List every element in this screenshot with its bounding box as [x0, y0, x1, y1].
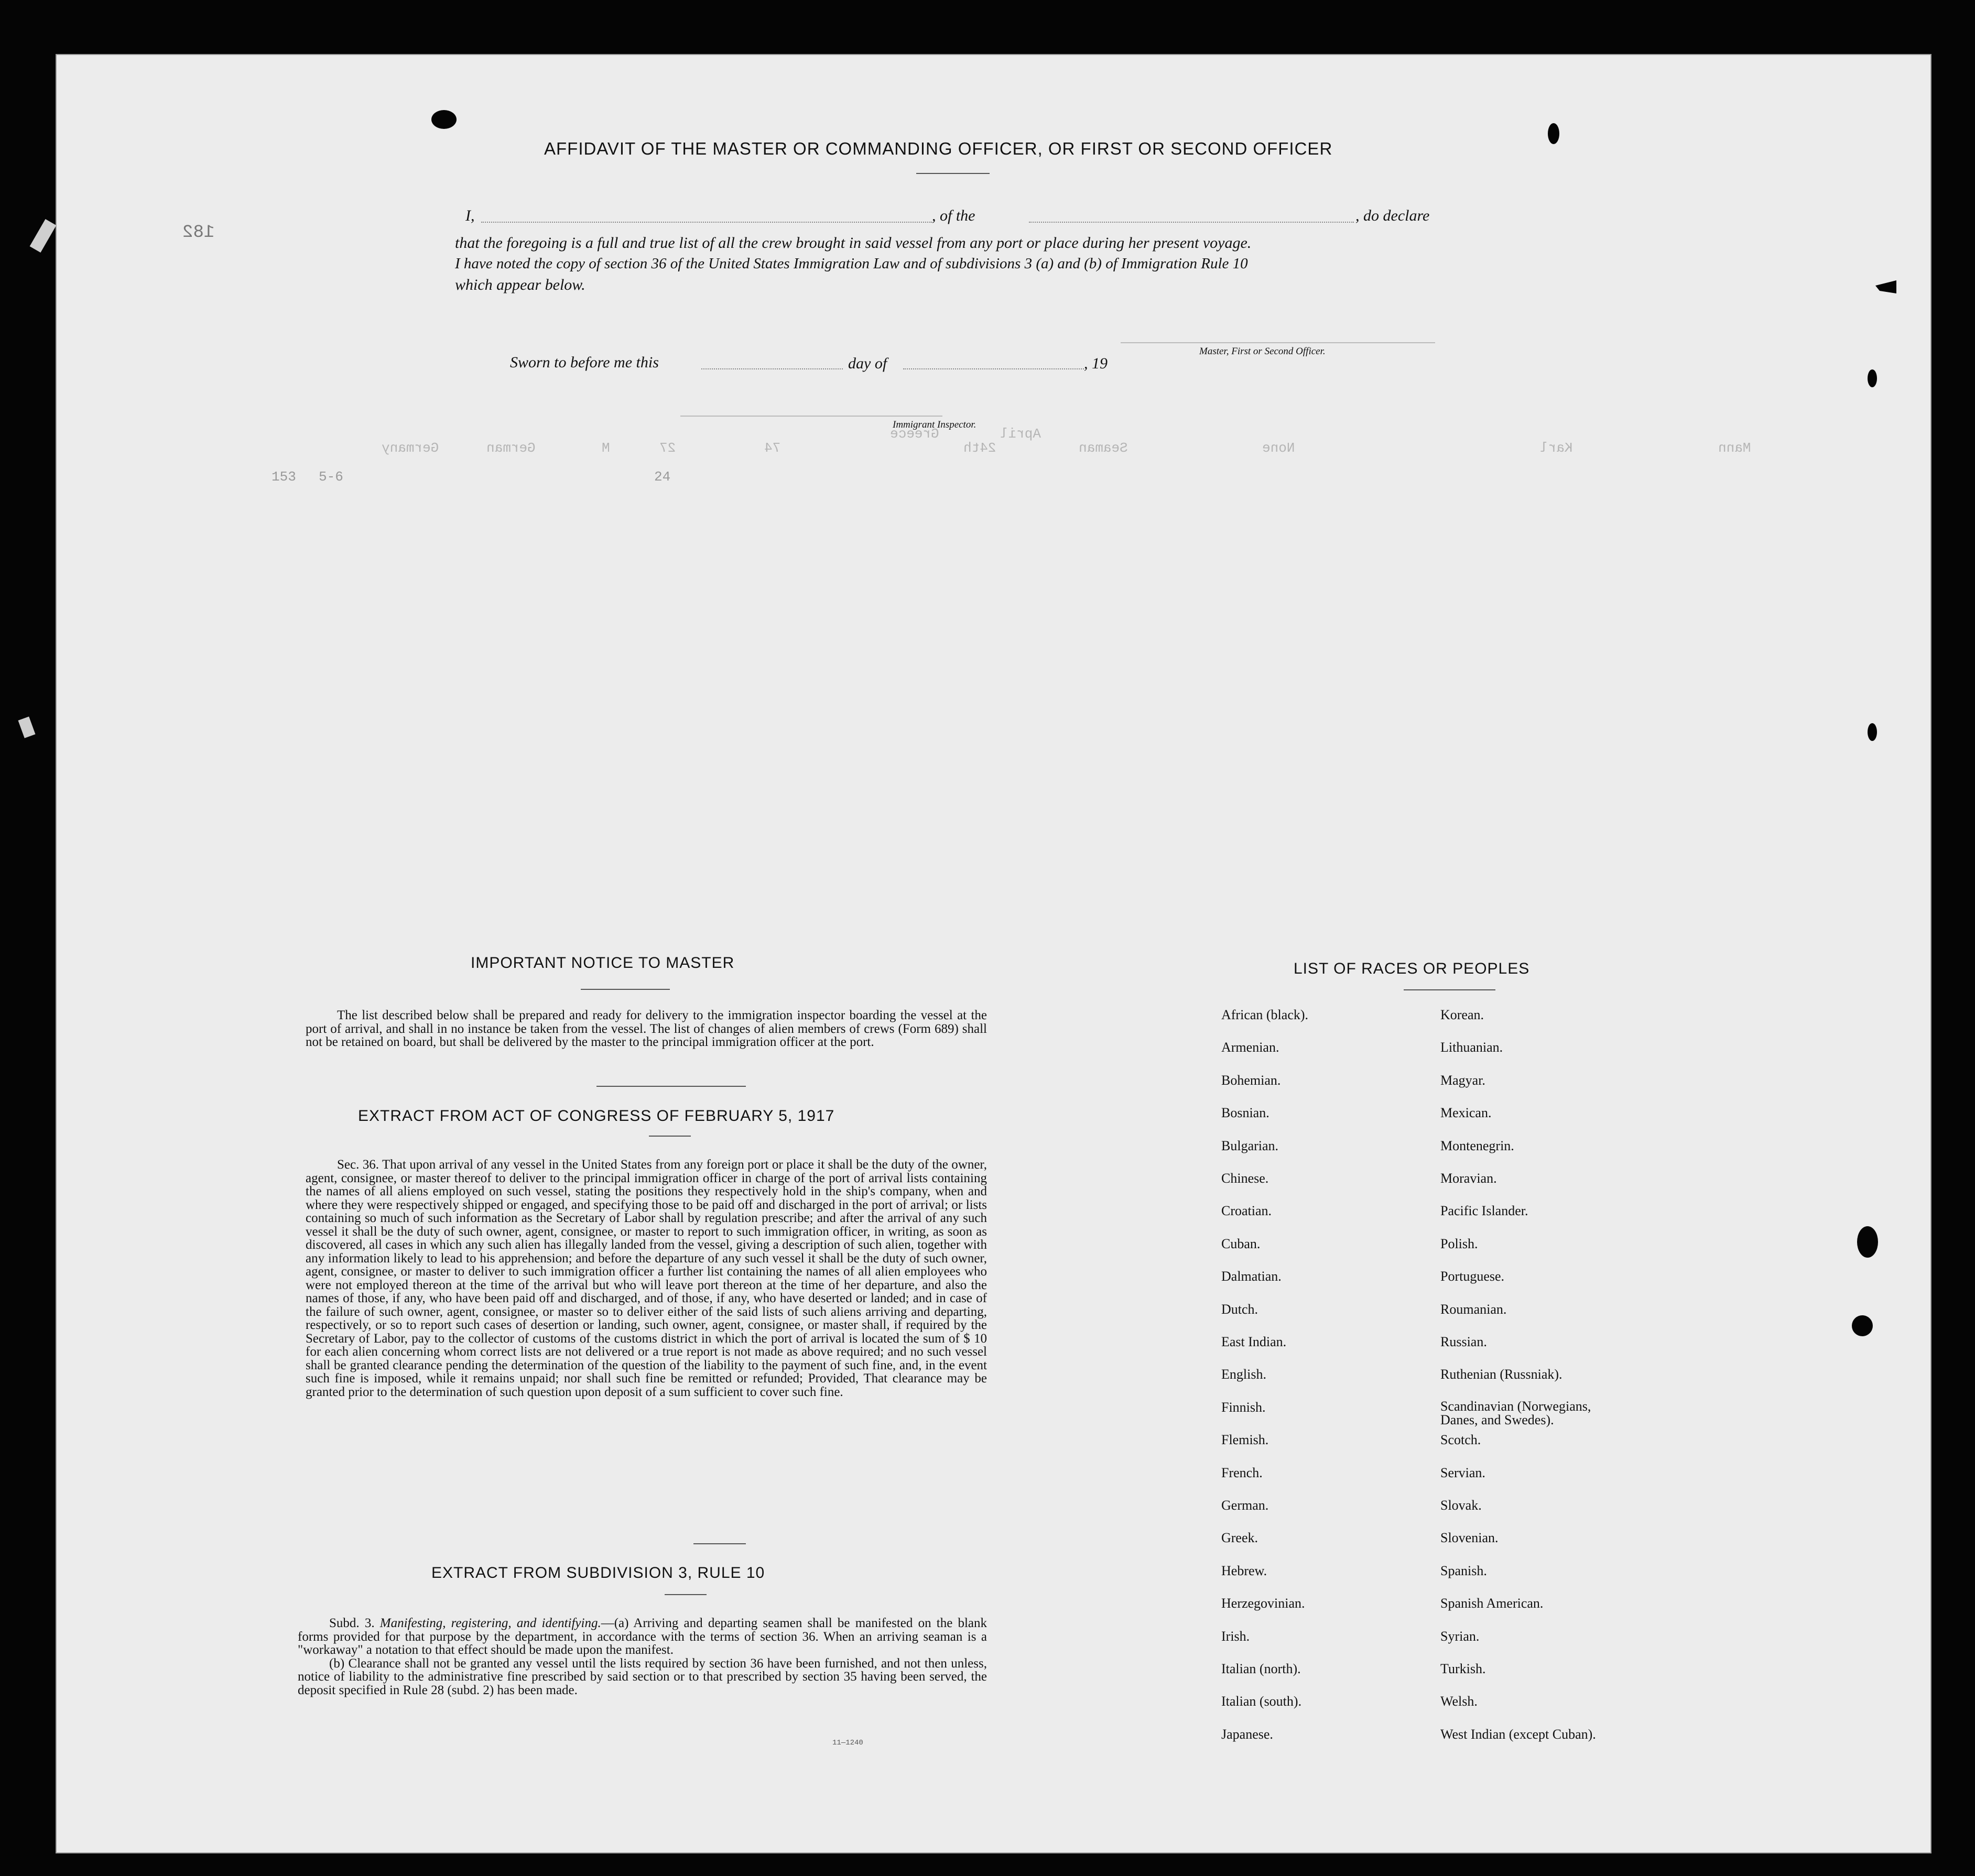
- race-item: Magyar.: [1440, 1072, 1485, 1088]
- race-item: Montenegrin.: [1440, 1138, 1514, 1153]
- race-item: West Indian (except Cuban).: [1440, 1726, 1596, 1742]
- affidavit-line: I have noted the copy of section 36 of the United States Immigration Law and of subdivisions 3 (a) and (b) of Immigration Rule 10: [455, 255, 1248, 272]
- race-item: Spanish American.: [1440, 1596, 1544, 1611]
- notice-paragraph: The list described below shall be prepared and ready for delivery to the immigration inspector boarding the vessel at the port of arrival, and shall in no instance be taken from the vessel. The list of changes of alien members of crews (Form 689) shall not be retained on board, but shall be delivered by the master to the principal immigration officer at the port.: [306, 1008, 987, 1049]
- divider: [1404, 989, 1495, 990]
- act-title: EXTRACT FROM ACT OF CONGRESS OF FEBRUARY 5, 1917: [358, 1107, 835, 1125]
- sworn-label: Sworn to before me this: [510, 354, 659, 371]
- rule-title: EXTRACT FROM SUBDIVISION 3, RULE 10: [431, 1564, 765, 1581]
- affidavit-line: which appear below.: [455, 276, 585, 293]
- bleed-through-text: Germany: [382, 440, 439, 456]
- subdivision-label: Subd. 3.: [329, 1616, 375, 1630]
- divider: [693, 1543, 746, 1544]
- affidavit-i-label: I,: [465, 207, 475, 224]
- bleed-through-text: None: [1262, 440, 1295, 456]
- race-item: Pacific Islander.: [1440, 1203, 1528, 1219]
- divider: [649, 1136, 691, 1137]
- race-item: Lithuanian.: [1440, 1040, 1503, 1055]
- race-item: Armenian.: [1221, 1040, 1279, 1055]
- race-item: Bosnian.: [1221, 1105, 1269, 1121]
- race-item: Herzegovinian.: [1221, 1596, 1305, 1611]
- day-of-label: day of: [848, 355, 887, 372]
- position-blank: [1029, 222, 1354, 223]
- race-item: East Indian.: [1221, 1334, 1287, 1349]
- race-item: Servian.: [1440, 1465, 1485, 1480]
- race-item: Polish.: [1440, 1236, 1478, 1251]
- bleed-through-text: Seaman: [1079, 440, 1128, 456]
- signature-line: [1121, 342, 1435, 343]
- bleed-through-text: 5-6: [319, 469, 343, 485]
- month-blank: [903, 368, 1084, 369]
- race-item: African (black).: [1221, 1007, 1309, 1022]
- form-number: 11—1240: [832, 1739, 863, 1747]
- race-item: Scandinavian (Norwegians, Danes, and Swedes).: [1440, 1398, 1591, 1427]
- race-item: Flemish.: [1221, 1432, 1269, 1448]
- race-item: Irish.: [1221, 1628, 1250, 1644]
- paper-fragment: [18, 716, 36, 738]
- race-item: Bohemian.: [1221, 1072, 1281, 1088]
- race-item: Cuban.: [1221, 1236, 1261, 1251]
- bleed-through-text: Karl: [1540, 440, 1573, 456]
- bleed-through-text: April: [1000, 426, 1041, 442]
- bleed-through-text: 27: [659, 440, 676, 456]
- race-item: Turkish.: [1440, 1661, 1486, 1676]
- divider: [916, 173, 990, 174]
- race-item: Welsh.: [1440, 1694, 1478, 1709]
- divider: [581, 989, 670, 990]
- punch-hole: [1852, 1315, 1873, 1336]
- race-item: Finnish.: [1221, 1399, 1266, 1415]
- paper-fragment: [30, 219, 57, 253]
- races-title: LIST OF RACES OR PEOPLES: [1294, 960, 1530, 977]
- race-item: Bulgarian.: [1221, 1138, 1279, 1153]
- subdivision-heading: Manifesting, registering, and identifying.: [379, 1616, 601, 1630]
- act-text: [306, 1158, 987, 1399]
- race-item: Spanish.: [1440, 1563, 1487, 1578]
- divider: [665, 1594, 707, 1595]
- master-signature-label: Master, First or Second Officer.: [1199, 346, 1326, 357]
- day-blank: [701, 368, 843, 369]
- punch-hole: [1548, 123, 1559, 144]
- document-page: [57, 55, 1930, 1852]
- punch-hole: [1868, 723, 1877, 741]
- race-item: Chinese.: [1221, 1171, 1269, 1186]
- bleed-through-text: Mann: [1718, 440, 1751, 456]
- name-blank: [481, 222, 932, 223]
- of-the-label: , of the: [932, 207, 975, 224]
- race-item: Mexican.: [1440, 1105, 1492, 1121]
- race-item: Korean.: [1440, 1007, 1484, 1022]
- bleed-through-text: 74: [764, 440, 781, 456]
- section-text: That upon arrival of any vessel in the United States from any foreign port or place it shall be the duty of the owner, agent, consignee, or master thereof to deliver to the principal immigration officer in charge of the port of arrival lists containing the names of all aliens employed on such vessel, stating the positions they respectively hold in the ship's company, when and where they were respectively shipped or engaged, and specifying those to be paid off and discharged in the port of arrival; or lists containing so much of such information as the Secretary of Labor shall by regulation prescribe; and after the arrival of any such vessel it shall be the duty of such owner, agent, consignee, or master to report to such immigration officer, in writing, as soon as discovered, all cases in which any such alien has illegally landed from the vessel, giving a description of such alien, together with any information likely to lead to his apprehension; and before the departure of any such vessel it shall be the duty of such owner, agent, consignee, or master to deliver to such immigration officer a further list containing the names of all alien employees who were not employed thereon at the time of the arrival but who will leave port thereon at the time of her departure, and also the names of those, if any, who have been paid off and discharged, and of those, if any, who have deserted or landed; and in case of the failure of such owner, agent, consignee, or master so to deliver either of the said lists of such aliens arriving and departing, respectively, or so to report such cases of desertion or landing, such owner, agent, consignee, or master shall, if required by the Secretary of Labor, pay to the collector of customs of the customs district in which the port of arrival is located the sum of $ 10 for each alien concerning whom correct lists are not delivered or a true report is not made as above required; and no such vessel shall be granted clearance pending the determination of the question of the liability to the payment of such fine, and, in the event such fine is imposed, while it remains unpaid; nor shall such fine be remitted or refunded; Provided, That clearance may be granted prior to the determination of such question upon deposit of a sum sufficient to cover such fine.: [306, 1158, 988, 1399]
- bleed-through-text: 24: [654, 469, 671, 485]
- race-item: German.: [1221, 1498, 1269, 1513]
- bleed-through-text: 153: [272, 469, 296, 485]
- race-item: Dalmatian.: [1221, 1269, 1282, 1284]
- punch-hole: [431, 110, 457, 129]
- bleed-through-text: 24th: [963, 440, 996, 456]
- rule-text: [298, 1617, 987, 1697]
- affidavit-title: AFFIDAVIT OF THE MASTER OR COMMANDING OFFICER, OR FIRST OR SECOND OFFICER: [544, 139, 1333, 158]
- race-item: Italian (south).: [1221, 1694, 1302, 1709]
- bleed-through-text: German: [486, 440, 536, 456]
- race-item: Japanese.: [1221, 1726, 1273, 1742]
- subdivision-text-b: (b) Clearance shall not be granted any vessel until the lists required by section 36 have been furnished, and not then unless, notice of liability to the administrative fine prescribed by said section or to that prescribed by section 35 having been served, the deposit specified in Rule 28 (subd. 2) has been made.: [298, 1656, 987, 1697]
- race-item: Croatian.: [1221, 1203, 1272, 1219]
- race-item: Slovak.: [1440, 1498, 1482, 1513]
- affidavit-line: that the foregoing is a full and true list of all the crew brought in said vessel from any port or place during her present voyage.: [455, 234, 1252, 252]
- race-item: Roumanian.: [1440, 1301, 1507, 1317]
- race-item: Scotch.: [1440, 1432, 1481, 1448]
- race-item: Ruthenian (Russniak).: [1440, 1367, 1562, 1382]
- race-item: French.: [1221, 1465, 1263, 1480]
- margin-number: 182: [182, 223, 215, 243]
- race-item: Portuguese.: [1440, 1269, 1505, 1284]
- race-item: Dutch.: [1221, 1301, 1258, 1317]
- subdivision-text-a: —(a) Arriving and departing seamen shall be manifested on the blank forms provided for that purpose by the department, in accordance with the terms of section 36. When an arriving seaman is a "workaway" a notation to that effect should be made upon the manifest.: [298, 1616, 988, 1657]
- punch-hole: [1868, 369, 1877, 387]
- race-item: Greek.: [1221, 1530, 1258, 1546]
- race-item: Moravian.: [1440, 1171, 1497, 1186]
- race-item: Slovenian.: [1440, 1530, 1499, 1546]
- notice-text: [306, 1009, 987, 1049]
- bleed-through-text: M: [602, 440, 610, 456]
- inspector-label: Immigrant Inspector.: [893, 419, 976, 430]
- punch-hole: [1857, 1226, 1878, 1258]
- section-label: Sec. 36.: [337, 1158, 379, 1172]
- do-declare-label: , do declare: [1355, 207, 1430, 224]
- torn-edge: [1875, 280, 1896, 293]
- race-item: Italian (north).: [1221, 1661, 1301, 1676]
- year-label: , 19: [1084, 355, 1108, 372]
- inspector-line: [680, 416, 942, 417]
- bleed-through-text: Greece: [890, 426, 939, 442]
- notice-title: IMPORTANT NOTICE TO MASTER: [471, 954, 735, 972]
- race-item: English.: [1221, 1367, 1266, 1382]
- race-item: Hebrew.: [1221, 1563, 1267, 1578]
- divider: [596, 1086, 746, 1087]
- race-item: Russian.: [1440, 1334, 1487, 1349]
- race-item: Syrian.: [1440, 1628, 1480, 1644]
